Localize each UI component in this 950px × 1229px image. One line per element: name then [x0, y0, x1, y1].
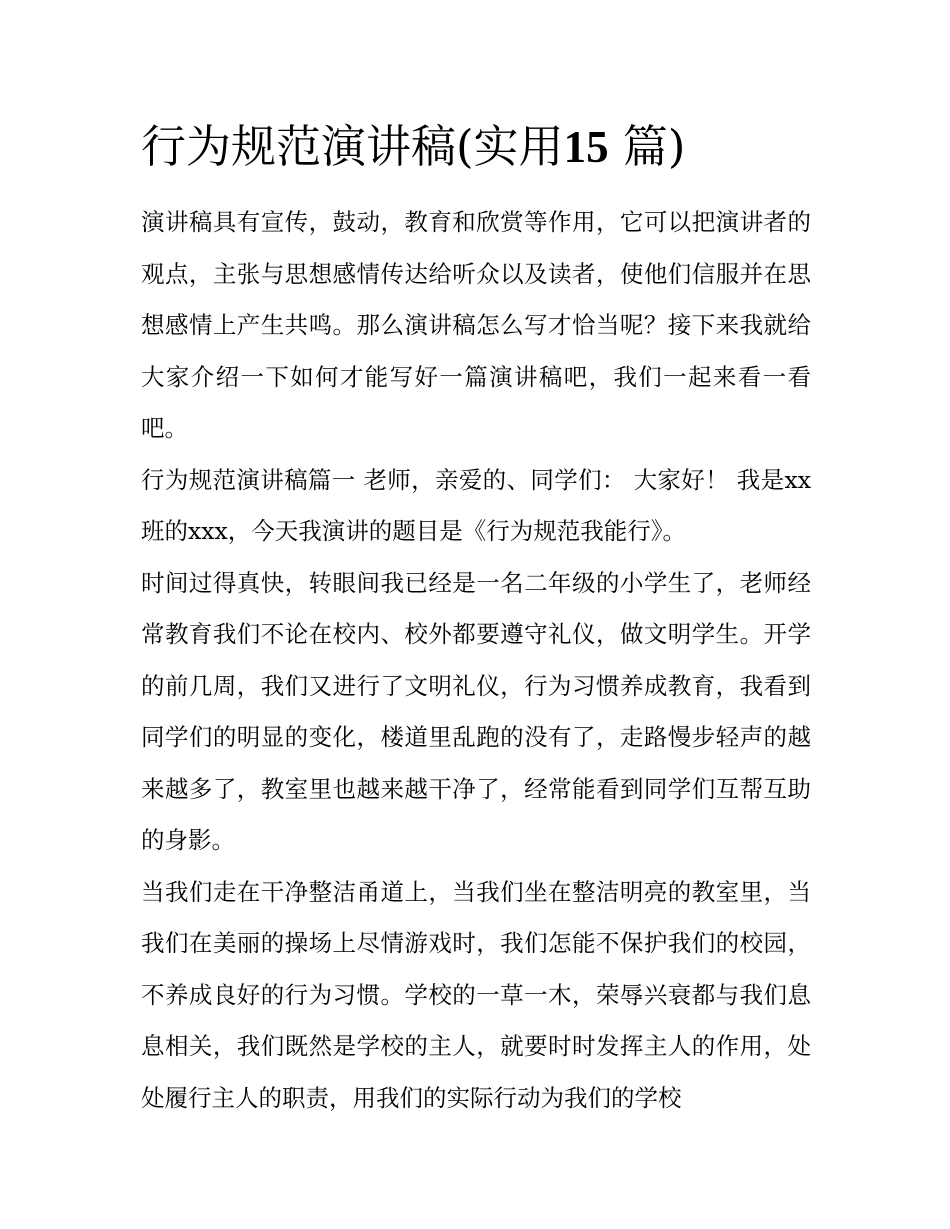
title-number: 15 [563, 122, 609, 172]
paragraph-changes: 时间过得真快，转眼间我已经是一名二年级的小学生了，老师经常教育我们不论在校内、校外都要遵守礼仪，做文明学生。开学的前几周，我们又进行了文明礼仪，行为习惯养成教育，我看到同学们的明显的变化，楼道里乱跑的没有了，走路慢步轻声的越来越多了，教室里也越来越干净了，经常能看到同学们互帮互助的身影。 [141, 568, 811, 854]
paragraph-intro: 演讲稿具有宣传，鼓动，教育和欣赏等作用，它可以把演讲者的观点，主张与思想感情传达给听众以及读者，使他们信服并在思想感情上产生共鸣。那么演讲稿怎么写才恰当呢？接下来我就给大家介绍一下如何才能写好一篇演讲稿吧，我们一起来看一看吧。 [141, 208, 811, 442]
document-body [141, 197, 811, 1124]
paragraph-campus: 当我们走在干净整洁甬道上，当我们坐在整洁明亮的教室里，当我们在美丽的操场上尽情游戏时，我们怎能不保护我们的校园，不养成良好的行为习惯。学校的一草一木，荣辱兴衰都与我们息息相关，我们既然是学校的主人，就要时时发挥主人的作用，处处履行主人的职责，用我们的实际行动为我们的学校 [141, 877, 811, 1112]
title-prefix: 行为规范演讲稿(实用 [141, 120, 564, 173]
paragraph-greeting: 行为规范演讲稿篇一 老师，亲爱的、同学们： 大家好！ 我是xx班的xxx，今天我演讲的题目是《行为规范我能行》。 [141, 465, 811, 545]
title-suffix: 篇) [622, 120, 686, 173]
document-title [141, 112, 841, 182]
